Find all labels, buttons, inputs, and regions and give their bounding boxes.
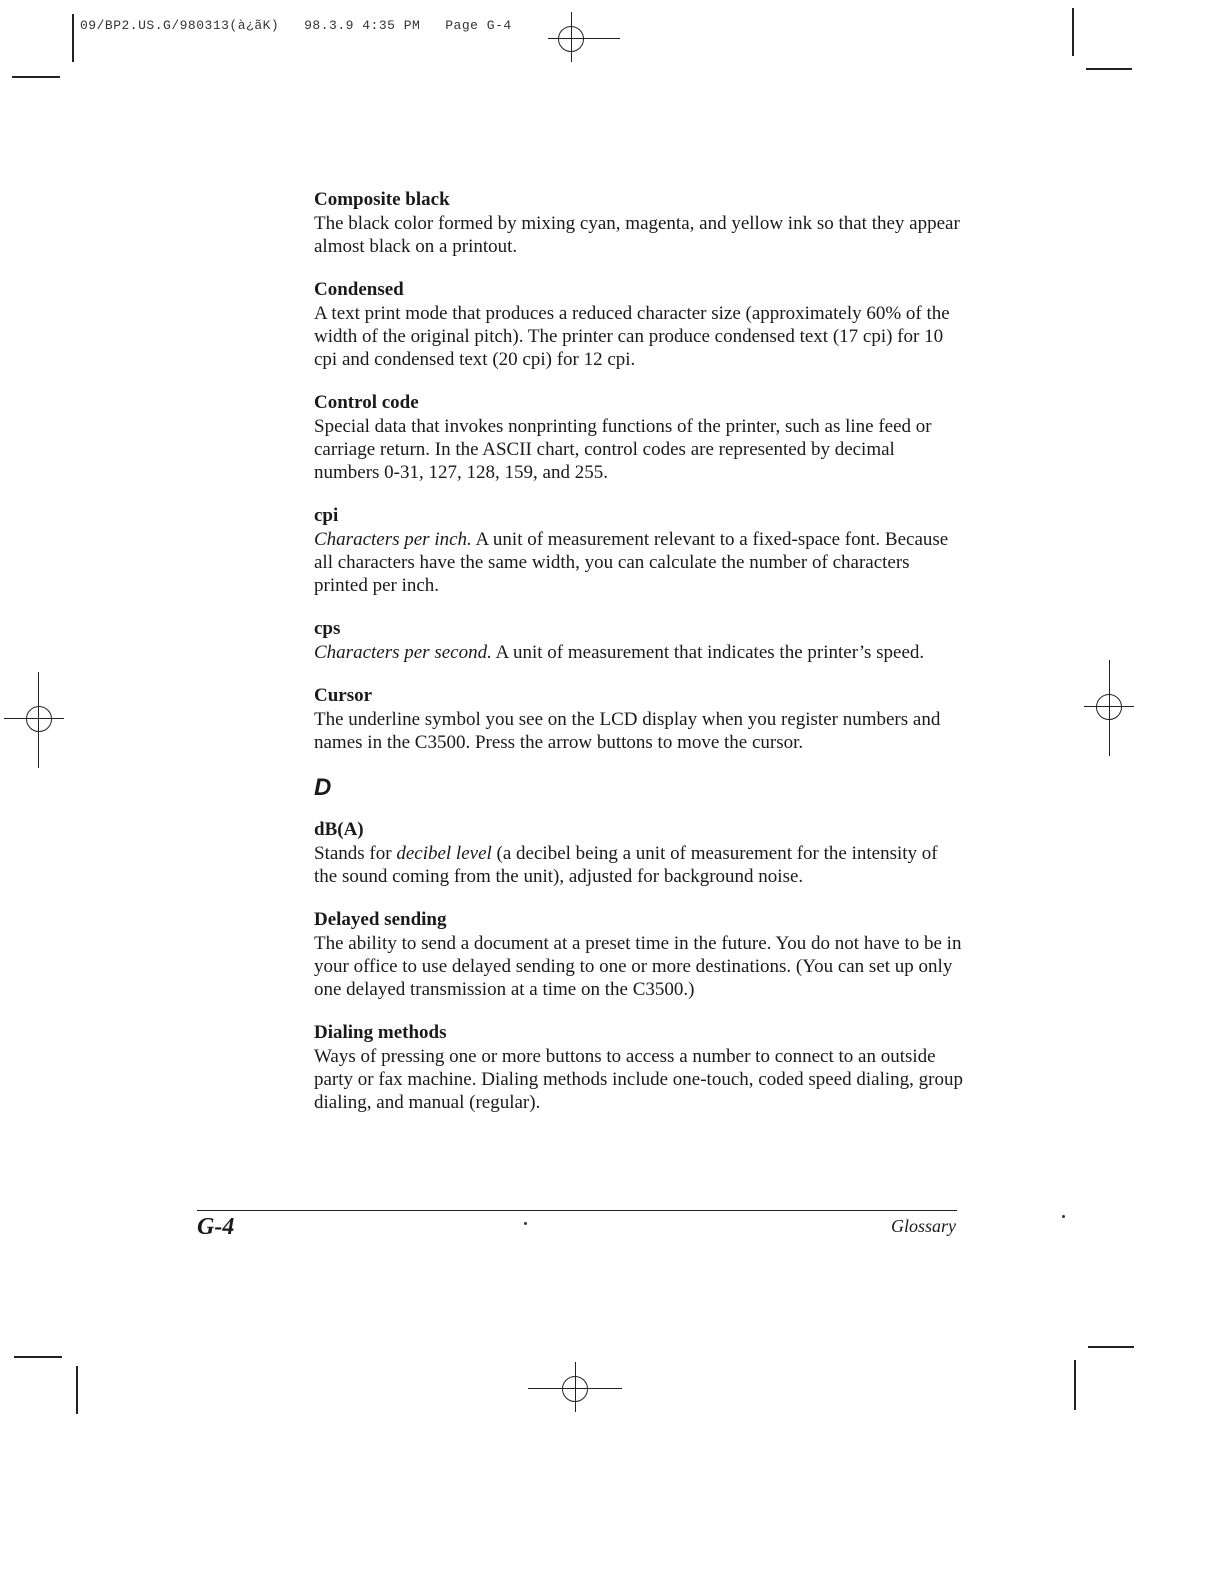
stray-dot (1062, 1215, 1065, 1218)
glossary-definition-prefix: Stands for (314, 843, 392, 864)
glossary-entry (314, 188, 964, 258)
glossary-definition: The black color formed by mixing cyan, magenta, and yellow ink so that they appear almost black on a printout. (314, 213, 960, 257)
glossary-definition-text: A unit of measurement that indicates the printer’s speed. (495, 642, 925, 663)
glossary-definition (314, 641, 964, 664)
glossary-definition: Ways of pressing one or more buttons to access a number to connect to an outside party or fax machine. Dialing methods include one-touch, coded speed dialing, group dialing, and manual (regular). (314, 1046, 963, 1113)
glossary-term: Dialing methods (314, 1022, 447, 1043)
crop-mark (72, 14, 74, 62)
glossary-entry (314, 278, 964, 371)
glossary-term: Delayed sending (314, 909, 447, 930)
glossary-entry (314, 818, 964, 888)
glossary-entry (314, 908, 964, 1001)
glossary-entry (314, 684, 964, 754)
print-slug: 09/BP2.US.G/980313(à¿ãK) 98.3.9 4:35 PM Page G-4 (80, 18, 512, 33)
glossary-definition: The ability to send a document at a preset time in the future. You do not have to be in your office to use delayed sending to one or more destinations. (You can set up only one delayed transmission at a time on the C3500.) (314, 933, 962, 1000)
crop-mark (1074, 1360, 1076, 1410)
footer-rule (197, 1210, 957, 1211)
glossary-term: cps (314, 618, 341, 639)
footer-section-name: Glossary (890, 1216, 956, 1236)
glossary-term: Cursor (314, 685, 373, 706)
glossary-definition-italic: Characters per second. (314, 642, 492, 663)
glossary-entry (314, 504, 964, 597)
glossary-term: Control code (314, 392, 419, 413)
glossary-term: cpi (314, 505, 339, 526)
glossary-term: dB(A) (314, 819, 364, 840)
glossary-entry (314, 1021, 964, 1114)
crop-mark (1088, 1346, 1134, 1348)
glossary-definition (314, 528, 964, 597)
stray-dot (524, 1222, 527, 1225)
section-letter-heading: D (314, 774, 332, 801)
glossary-term: Composite black (314, 189, 450, 210)
glossary-definition-text: A unit of measurement relevant to a fixed-space font. Because all characters have the same width, you can calculate the number of characters printed per inch. (314, 529, 949, 596)
crop-mark (1072, 8, 1074, 56)
crop-mark (14, 1356, 62, 1358)
glossary-definition-italic: Characters per inch. (314, 529, 472, 550)
glossary-entry (314, 391, 964, 484)
crop-mark (1086, 68, 1132, 70)
crop-mark (76, 1366, 78, 1414)
crop-mark (12, 76, 60, 78)
glossary-definition: The underline symbol you see on the LCD display when you register numbers and names in the C3500. Press the arrow buttons to move the cursor. (314, 709, 941, 753)
glossary-definition: Special data that invokes nonprinting functions of the printer, such as line feed or carriage return. In the ASCII chart, control codes are represented by decimal numbers 0-31, 127, 128, 159, and 255. (314, 416, 932, 483)
glossary-definition: A text print mode that produces a reduced character size (approximately 60% of the width of the original pitch). The printer can produce condensed text (17 cpi) for 10 cpi and condensed text (20 cpi) for 12 cpi. (314, 303, 950, 370)
glossary-term: Condensed (314, 279, 404, 300)
glossary-definition-italic: decibel level (396, 843, 492, 864)
glossary-entry (314, 617, 964, 664)
footer-page-number: G-4 (197, 1214, 235, 1240)
glossary-content (314, 188, 964, 1134)
glossary-definition-text: (a decibel being a unit of measurement for the intensity of the sound coming from the unit), adjusted for background noise. (314, 843, 938, 887)
glossary-definition (314, 842, 964, 888)
